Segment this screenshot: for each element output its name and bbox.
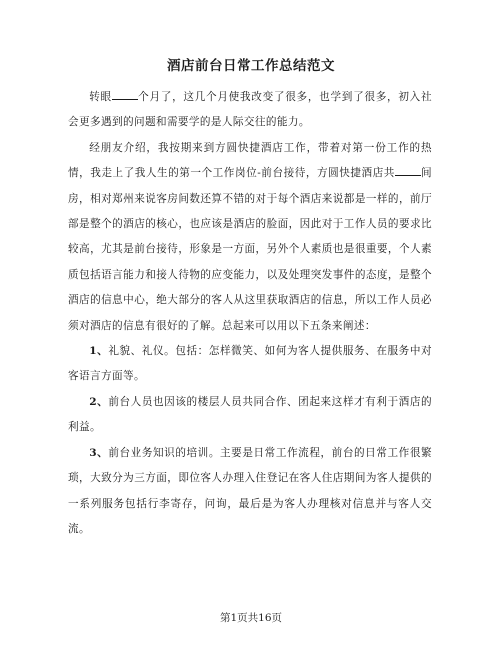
document-title: 酒店前台日常工作总结范文	[167, 58, 335, 74]
list-item-number: 3、	[89, 446, 109, 459]
fill-in-blank	[395, 164, 421, 176]
paragraph-text: 转眼	[89, 91, 112, 103]
document-body	[68, 85, 432, 542]
list-item-text: 前台业务知识的培训。主要是日常工作流程，前台的日常工作很繁琐，大致分为三方面，即位客人办理入住登记在客人住店期间为客人提供的一系列服务包括行李寄存，问询，最后是为客人办理核对信息并与客人交流。	[68, 446, 432, 535]
paragraph-intro	[68, 85, 432, 136]
list-item-number: 1、	[89, 345, 109, 358]
paragraph-main	[68, 136, 432, 339]
list-item	[68, 441, 432, 543]
list-item-text: 前台人员也因该的楼层人员共同合作、团起来这样才有利于酒店的利益。	[68, 395, 432, 434]
list-item	[68, 390, 432, 441]
paragraph-text: 间房，相对郑州来说客房间数还算不错的对于每个酒店来说都是一样的，前厅部是整个的酒店的核心，也应该是酒店的脸面，因此对于工作人员的要求比较高，尤其是前台接待，形象是一方面，另外个人素质也是很重要，个人素质包括语言能力和接人待物的应变能力，以及处理突发事件的态度，是整个酒店的信息中心，绝大部分的客人从这里获取酒店的信息，所以工作人员必须对酒店的信息有很好的了解。总起来可以用以下五条来阐述：	[68, 167, 433, 332]
list-item-number: 2、	[89, 395, 109, 408]
paragraph-text: 经朋友介绍，我按期来到方圆快捷酒店工作，带着对第一份工作的热情，我走上了我人生的第一个工作岗位-前台接待，方圆快捷酒店共	[68, 141, 432, 180]
fill-in-blank	[112, 88, 138, 100]
page-footer: 第1页共16页	[219, 612, 283, 624]
list-item-text: 礼貌、礼仪。包括：怎样微笑、如何为客人提供服务、在服务中对客语言方面等。	[68, 345, 432, 383]
list-item	[68, 339, 432, 390]
paragraph-text: 个月了，这几个月使我改变了很多，也学到了很多，初入社会更多遇到的问题和需要学的是人际交往的能力。	[68, 91, 432, 129]
